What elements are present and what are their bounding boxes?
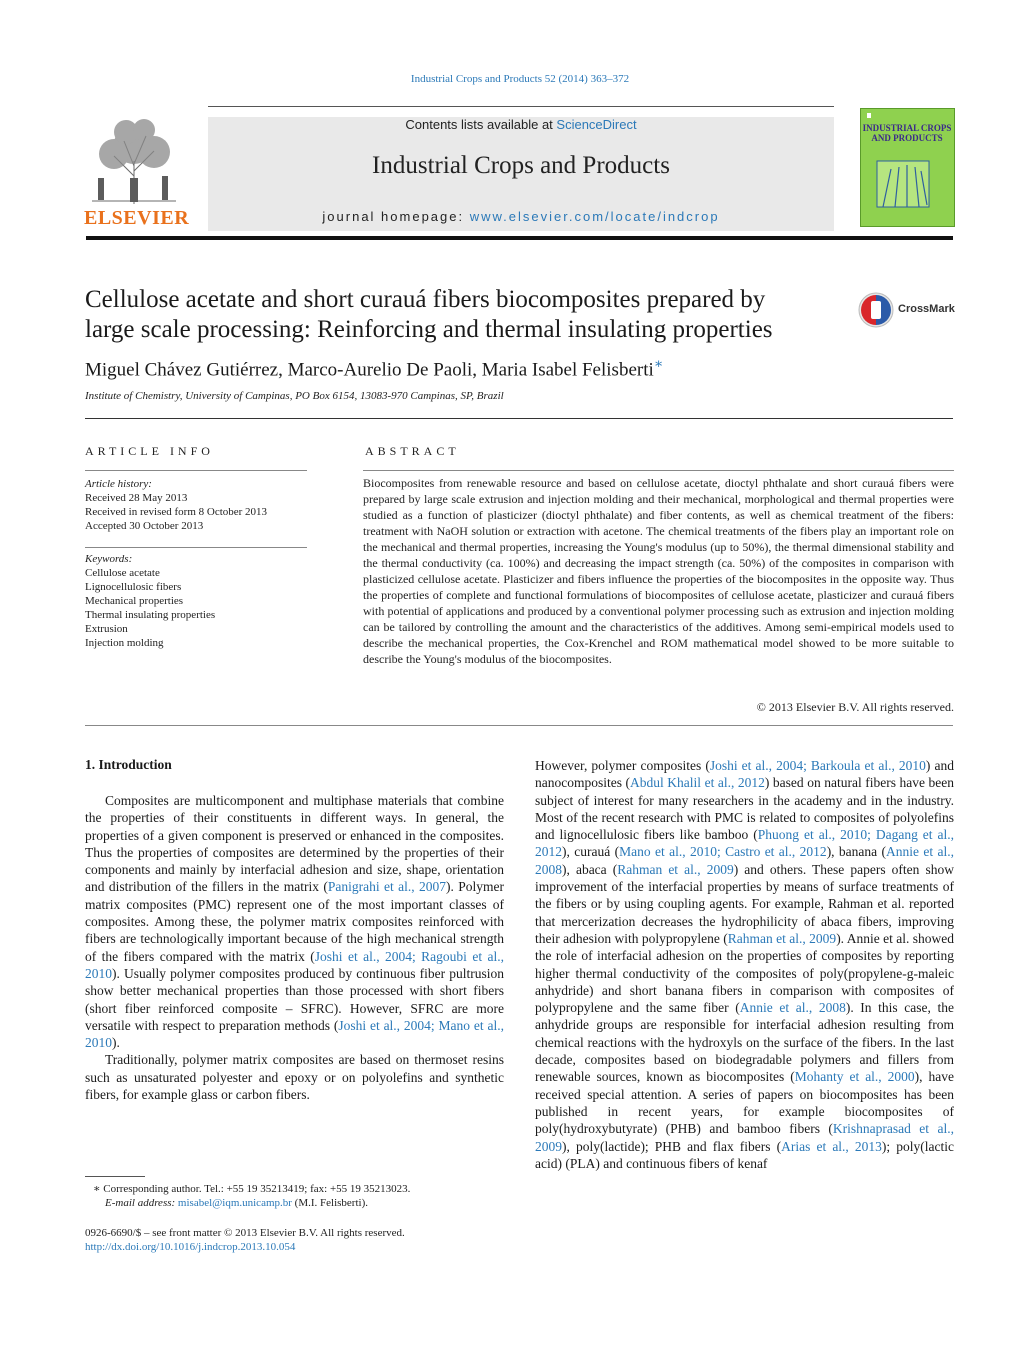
body-right-column [535,757,954,1172]
paragraph-text: ). Polymer matrix composites (PMC) represent one of the most important classes of composites. Among these, the polymer matrix composites reinforced with fibers are technologically important because of the high mechanical strength of the fibers compared with the matrix ( [85,879,504,964]
crossmark-label[interactable]: CrossMark [898,303,955,315]
paragraph-text: Traditionally, polymer matrix composites are based on thermoset resins such as unsaturated polyester and epoxy or on polyolefins and synthetic fibers, for example glass or carbon fibers. [85,1052,504,1103]
abstract-bottom-rule [85,725,953,726]
title-rule [85,418,953,419]
abstract-heading: ABSTRACT [365,444,460,458]
paragraph-text: ). [112,1035,120,1051]
contents-prefix: Contents lists available at [405,117,557,132]
paragraph-text: However, polymer composites ( [535,758,710,773]
keyword: Lignocellulosic fibers [85,581,182,593]
paragraph-text: ); poly(lactic acid) (PLA) and continuous fibers of kenaf [535,1138,954,1171]
publication-info [85,1226,585,1254]
keyword: Thermal insulating properties [85,609,216,621]
paragraph-text: ). Usually polymer composites produced by continuous fiber pultrusion show better mechanical properties than those processed with short fibers (short fiber reinforced composite – SFRC). However, SFRC are more versatile with respect to preparation methods ( [85,965,504,1033]
cover-title: INDUSTRIAL CROPS AND PRODUCTS [862,123,952,143]
journal-reference[interactable]: Industrial Crops and Products 52 (2014) 363–372 [410,73,630,85]
title-line-1: Cellulose acetate and short curauá fibers biocomposites prepared by [85,286,766,313]
paragraph-text: ). Annie et al. showed the role of interfacial adhesion on the properties of composites by reporting higher thermal conductivity of the composites of poly(propylene-g-maleic anhydride) and short banana fibers in comparison with composites of polypropylene and the same fiber ( [535,930,954,1016]
email-link[interactable]: misabel@iqm.unicamp.br [177,1197,292,1209]
corresponding-author-note: ∗ Corresponding author. Tel.: +55 19 35213419; fax: +55 19 35213023. [93,1183,411,1195]
title-line-2: large scale processing: Reinforcing and thermal insulating properties [85,316,773,343]
paragraph [85,792,504,1051]
footnote-rule [85,1176,145,1177]
paragraph-text: ) and others. These papers often show improvement of the interfacial properties by means of surface treatments of the fibers or by using coupling agents. For example, Rahman et al. reported that mercerization decreases the hydrophilicity of abaca fibers, improving their adhesion with polypropylene ( [535,861,954,946]
email-note [85,1196,504,1210]
article-info-rule [85,470,307,471]
citation-link[interactable]: Phuong et al., 2010; Dagang et al., 2012 [535,827,954,860]
abstract-copyright: © 2013 Elsevier B.V. All rights reserved. [756,700,954,714]
keyword: Mechanical properties [85,595,184,607]
citation-link[interactable]: Krishnaprasad et al., 2009 [535,1121,954,1154]
homepage-link[interactable]: www.elsevier.com/locate/indcrop [469,209,720,224]
citation-link[interactable]: Annie et al., 2008 [739,1000,846,1016]
citation-link[interactable]: Panigrahi et al., 2007 [327,879,446,895]
header-rule [208,106,834,107]
history-label: Article history: [85,478,152,490]
citation-link[interactable]: Mohanty et al., 2000 [794,1069,915,1085]
citation-link[interactable]: Joshi et al., 2004; Ragoubi et al., 2010 [85,948,504,981]
paragraph [535,757,954,1172]
citation-link[interactable]: Abdul Khalil et al., 2012 [630,775,765,791]
elsevier-wordmark: ELSEVIER [84,207,190,229]
footnotes [85,1182,504,1210]
journal-title: Industrial Crops and Products [372,152,670,179]
header-thick-rule [86,236,953,240]
authors: Miguel Chávez Gutiérrez, Marco-Aurelio De Paoli, Maria Isabel Felisberti [85,359,654,381]
article-history [85,477,307,533]
paragraph-text: ), have received special attention. A series of papers on biocomposites has been published in recent years, for example biocomposites of poly(hydroxybutyrate) (PHB) and bamboo fibers ( [535,1069,955,1137]
paragraph-text: ), banana ( [826,844,887,860]
contents-line [208,117,834,132]
history-received: Received 28 May 2013 [85,492,188,504]
abstract-text: Biocomposites from renewable resource and based on cellulose acetate, dioctyl phthalate and short curauá fibers were prepared by large scale extrusion and injection molding and their mechanical, morphological and thermal properties were studied as a function of plasticizer (dioctyl phthalate) and fiber contents, as well as chemical treatment of the fibers: treatment with NaOH solution or extraction with acetone. The chemical treatments of the fibers play an important role on the mechanical and thermal properties, increasing the Young's modulus (up to 50%), the thermal dimensional stability and the thermal conductivity (ca. 100%) and decreasing the impact strength (ca. 50%) of the composites in comparison with plasticized cellulose acetate. Plasticizer and fibers influence the properties of the biocomposites in the opposite way. Thus the properties of complete and functional formulations of biocomposites of cellulose acetate, plasticizer and curauá fibers with potential of applications and produced by a conventional polymer processing such as extrusion and injection molding can be tailored by controlling the amount and the characteristics of the additives. Among semi-empirical models used to describe the mechanical properties, the Cox-Krenchel and ROM mathematical model showed to be more suitable to describe the Young's modulus of the biocomposites. [363,476,954,666]
article-title [85,285,845,345]
paragraph-text: ), curauá ( [562,844,620,860]
body-left-column [85,792,504,1103]
affiliation: Institute of Chemistry, University of Campinas, PO Box 6154, 13083-970 Campinas, SP, Brazil [85,390,504,402]
citation-link[interactable]: Arias et al., 2013 [781,1138,882,1154]
citation-link[interactable]: Joshi et al., 2004; Barkoula et al., 2010 [709,758,926,773]
keywords [85,552,307,650]
paragraph [85,1051,504,1103]
section-heading-introduction: 1. Introduction [85,757,172,772]
article-info-heading: ARTICLE INFO [85,444,214,458]
keyword: Extrusion [85,623,128,635]
email-suffix: (M.I. Felisberti). [291,1197,368,1209]
doi-link[interactable]: http://dx.doi.org/10.1016/j.indcrop.2013.10.054 [85,1241,296,1253]
history-accepted: Accepted 30 October 2013 [85,520,204,532]
abstract-rule [363,470,954,471]
paragraph-text: ), abaca ( [562,861,618,877]
paragraph-text: ). In this case, the anhydride groups are responsible for interfacial adhesion resulting from chemical reactions with the hydroxyls on the surface of the fibers. In the last decade, composites based on biodegradable polymers and fillers from renewable sources, known as biocomposites ( [535,1000,954,1085]
citation-link[interactable]: Rahman et al., 2009 [727,930,837,946]
keywords-label: Keywords: [85,553,133,565]
keywords-rule [85,547,307,548]
history-revised: Received in revised form 8 October 2013 [85,506,268,518]
author-list [85,356,663,381]
paragraph-text: ) and nanocomposites ( [535,758,954,791]
citation-link[interactable]: Mano et al., 2010; Castro et al., 2012 [619,844,827,860]
keyword: Injection molding [85,637,164,649]
citation-link[interactable]: Annie et al., 2008 [535,844,955,877]
email-label: E-mail address: [105,1197,178,1209]
journal-homepage [208,209,834,224]
homepage-label: journal homepage: [322,209,470,224]
keyword: Cellulose acetate [85,567,160,579]
paragraph-text: Composites are multicomponent and multiphase materials that combine the properties of their constituents in different ways. In general, the properties of a given component is preserved or enhanced in the composites. Thus the properties of composites are determined by the properties of their components and mainly by interfacial adhesion and size, shape, orientation and distribution of the fillers in the matrix ( [85,793,504,895]
corresponding-author-mark[interactable]: ∗ [653,357,664,372]
paragraph-text: ) based on natural fibers have been subject of interest for many researchers in the academy and in the industry. Most of the recent research with PMC is related to composites of polyolefins and lignocellulosic fibers like bamboo ( [535,775,955,843]
citation-link[interactable]: Joshi et al., 2004; Mano et al., 2010 [85,1017,504,1051]
crossmark-icon[interactable] [858,292,894,328]
paragraph-text: ), poly(lactide); PHB and flax fibers ( [562,1138,782,1154]
citation-link[interactable]: Rahman et al., 2009 [617,861,734,877]
sciencedirect-link[interactable]: ScienceDirect [556,117,637,132]
issn-line: 0926-6690/$ – see front matter © 2013 Elsevier B.V. All rights reserved. [85,1227,405,1239]
